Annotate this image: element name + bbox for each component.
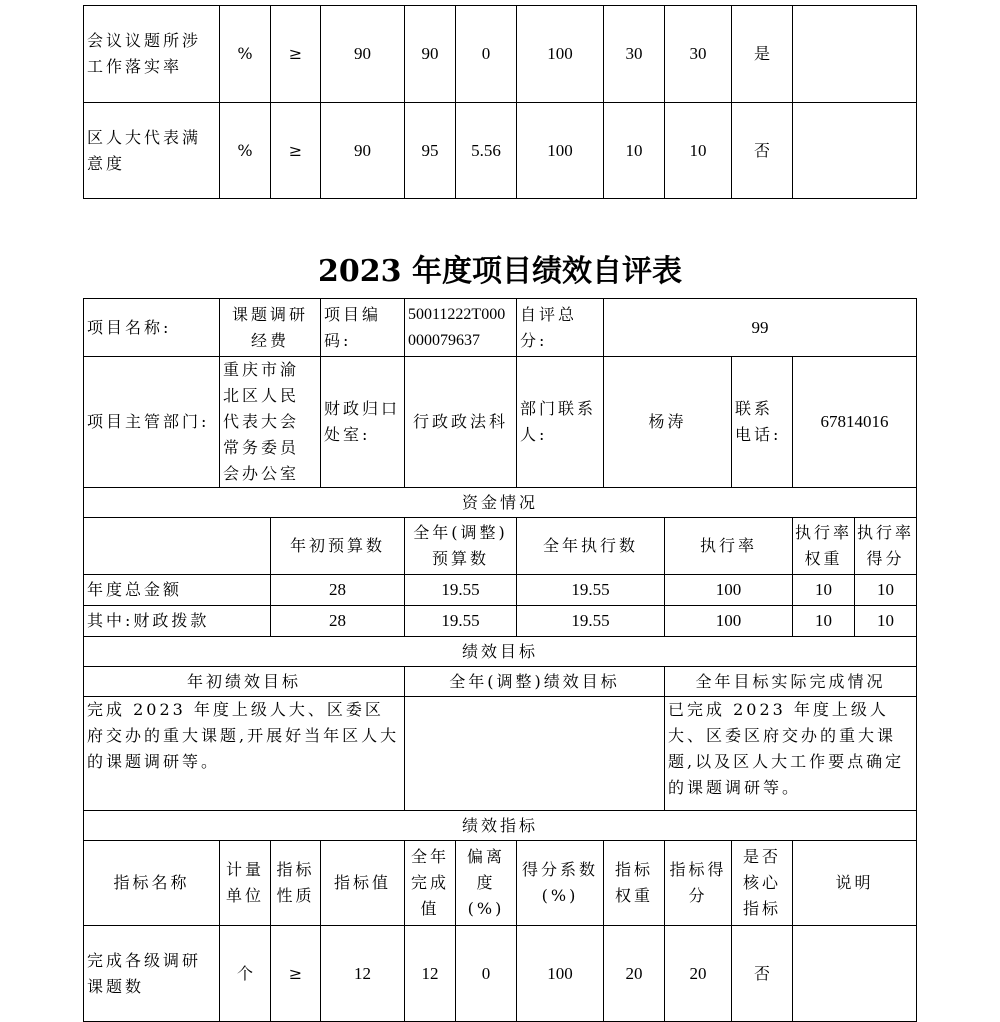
funds-header-weight: 执行率权重 [793,518,855,574]
indicator-coef: 100 [517,103,604,199]
department-row [84,357,917,488]
funds-header-score: 执行率得分 [857,523,915,568]
total-score-label: 自评总分: [517,299,604,357]
funds-weight: 10 [793,606,855,636]
goals-section-heading: 绩效目标 [84,637,917,667]
funds-header-row [84,518,917,575]
indicator-nature: ≥ [271,103,321,199]
indicator-actual: 12 [405,926,456,1022]
indicator-deviation: 5.56 [456,103,517,199]
dept-label: 项目主管部门: [84,357,220,488]
ind-header-score: 指标得分 [665,841,732,926]
indicator-target: 12 [321,926,405,1022]
funds-rate: 100 [665,575,793,606]
goals-adjusted-text [405,697,665,811]
indicator-nature: ≥ [271,6,321,103]
indicator-weight: 30 [604,6,665,103]
indicator-note [793,6,917,103]
goals-header-actual: 全年目标实际完成情况 [665,667,917,697]
funds-section-heading: 资金情况 [84,488,917,518]
funds-initial: 28 [271,606,405,637]
indicator-coef: 100 [517,6,604,103]
funds-row [84,575,917,606]
funds-initial: 28 [271,575,405,606]
funds-header-initial: 年初预算数 [271,518,405,575]
indicator-unit: % [220,103,271,199]
project-name-value: 课题调研经费 [220,299,321,357]
funds-header-executed: 全年执行数 [517,518,665,575]
finance-office-label: 财政归口处室: [321,357,405,488]
ind-header-actual: 全年完成值 [405,841,456,926]
indicator-core: 否 [732,103,793,199]
ind-header-unit: 计量单位 [220,841,271,926]
indicator-name: 会议议题所涉工作落实率 [84,6,220,103]
indicator-score: 20 [665,926,732,1022]
dept-value: 重庆市渝北区人民代表大会常务委员会办公室 [220,357,321,488]
indicator-core: 是 [732,6,793,103]
indicator-score: 30 [665,6,732,103]
project-name-label: 项目名称: [84,299,220,357]
indicator-name: 完成各级调研课题数 [84,926,220,1022]
funds-adjusted: 19.55 [405,606,517,637]
funds-header-blank [84,518,271,575]
indicator-score: 10 [665,103,732,199]
goals-header-initial: 年初绩效目标 [84,667,405,697]
indicator-nature: ≥ [271,926,321,1022]
goals-initial-text: 完成 2023 年度上级人大、区委区府交办的重大课题,开展好当年区人大的课题调研等。 [84,697,405,811]
ind-header-target: 指标值 [321,841,405,926]
indicator-table-continued [83,5,917,199]
ind-header-weight: 指标权重 [604,841,665,926]
project-code-value: 50011222T000000079637 [405,299,517,357]
funds-header-adjusted: 全年(调整)预算数 [405,518,517,575]
indicator-actual: 95 [405,103,456,199]
finance-office-value: 行政政法科 [405,357,517,488]
indicator-core: 否 [732,926,793,1022]
ind-header-core: 是否核心指标 [732,841,793,926]
table-row [84,103,917,199]
indicators-section-heading: 绩效指标 [84,811,917,841]
self-evaluation-table [83,298,917,1022]
funds-row [84,606,917,637]
funds-row-label: 其中:财政拨款 [84,606,271,637]
funds-rate: 100 [665,606,793,637]
funds-row-label: 年度总金额 [84,575,271,606]
funds-score: 10 [877,611,895,630]
indicator-note [793,926,917,1022]
indicator-deviation: 0 [456,926,517,1022]
total-score-value: 99 [604,299,917,357]
ind-header-coef: 得分系数(%) [517,841,604,926]
indicator-coef: 100 [517,926,604,1022]
indicators-section-row [84,811,917,841]
ind-header-deviation: 偏离度(%) [456,841,517,926]
funds-executed: 19.55 [517,575,665,606]
indicator-note [793,103,917,199]
table-row [84,926,917,1022]
ind-header-note: 说明 [793,841,917,926]
funds-executed: 19.55 [517,606,665,637]
indicator-weight: 20 [604,926,665,1022]
phone-label: 联系电话: [732,357,793,488]
funds-weight: 10 [793,575,855,605]
indicator-target: 90 [321,6,405,103]
indicator-unit: 个 [220,926,271,1022]
indicator-deviation: 0 [456,6,517,103]
ind-header-nature: 指标性质 [271,841,321,926]
funds-weight-score [793,575,917,606]
goals-header-row [84,667,917,697]
funds-section-row [84,488,917,518]
funds-weight-score [793,606,917,637]
indicator-name: 区人大代表满意度 [84,103,220,199]
goals-header-adjusted: 全年(调整)绩效目标 [405,667,665,697]
table-row [84,6,917,103]
indicator-actual: 90 [405,6,456,103]
ind-header-name: 指标名称 [84,841,220,926]
funds-adjusted: 19.55 [405,575,517,606]
project-code-label: 项目编码: [321,299,405,357]
page-title: 2023 年度项目绩效自评表 [318,254,682,289]
goals-actual-text: 已完成 2023 年度上级人大、区委区府交办的重大课题,以及区人大工作要点确定的课题调研等。 [665,697,917,811]
phone-value: 67814016 [793,357,917,488]
goals-content-row [84,697,917,811]
indicator-unit: % [220,6,271,103]
indicator-weight: 10 [604,103,665,199]
funds-header-rate: 执行率 [665,518,793,575]
indicators-header-row [84,841,917,926]
indicator-target: 90 [321,103,405,199]
contact-value: 杨涛 [604,357,732,488]
contact-label: 部门联系人: [517,357,604,488]
funds-score: 10 [877,580,895,599]
funds-header-weight-score [793,518,917,575]
goals-section-row [84,637,917,667]
project-name-row [84,299,917,357]
